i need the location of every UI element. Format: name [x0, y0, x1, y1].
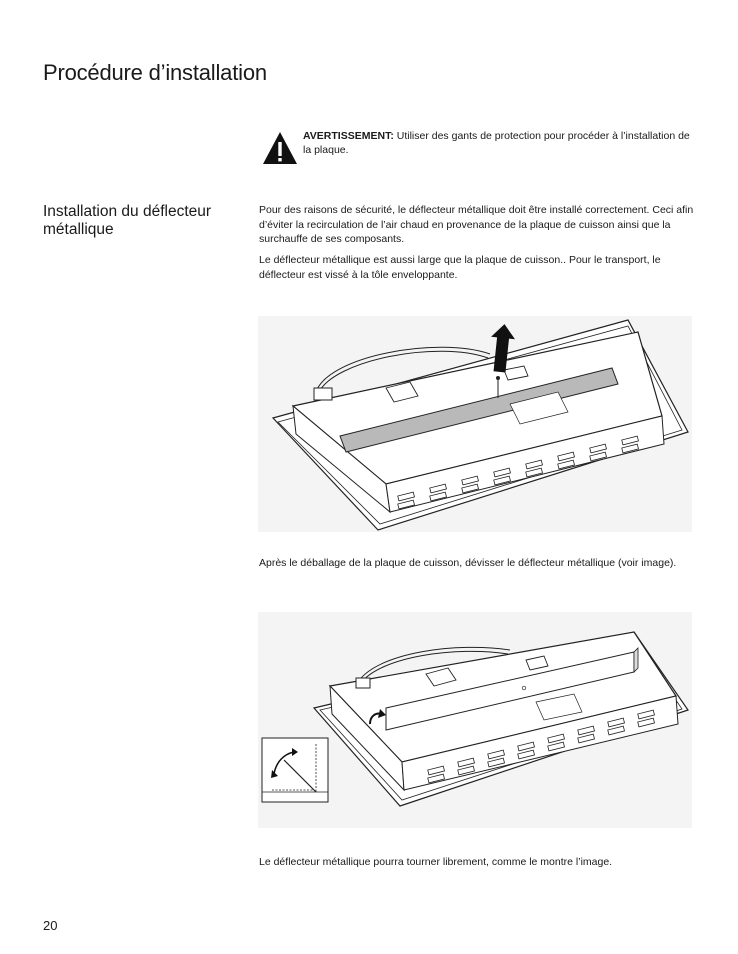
- illustration-rotate-deflector: [258, 612, 692, 828]
- warning-block: [262, 128, 692, 168]
- paragraph-safety: Pour des raisons de sécurité, le déflecteur métallique doit être installé correctement. Ceci afin d’éviter la recirculation de l’air chaud en provenance de la plaque de cuisson ainsi que la surchauffe de ses composants.: [259, 204, 694, 245]
- inset-rotation-diagram: [262, 738, 328, 802]
- page-number: 20: [43, 918, 58, 933]
- warning-triangle-icon: [262, 131, 298, 165]
- paragraph-width: Le déflecteur métallique est aussi large que la plaque de cuisson.. Pour le transport, le déflecteur est vissé à la tôle enveloppante.: [259, 254, 661, 281]
- page-title: Procédure d’installation: [43, 60, 267, 85]
- warning-text: [303, 129, 693, 157]
- warning-message: Utiliser des gants de protection pour procéder à l’installation de la plaque.: [303, 130, 690, 156]
- paragraph-rotate: Le déflecteur métallique pourra tourner librement, comme le montre l’image.: [259, 856, 613, 868]
- illustration-unscrew-deflector: [258, 316, 692, 532]
- warning-label: AVERTISSEMENT:: [303, 130, 394, 142]
- section-heading: Installation du déflecteur métallique: [43, 203, 212, 238]
- paragraph-unscrew: Après le déballage de la plaque de cuisson, dévisser le déflecteur métallique (voir image).: [259, 557, 677, 569]
